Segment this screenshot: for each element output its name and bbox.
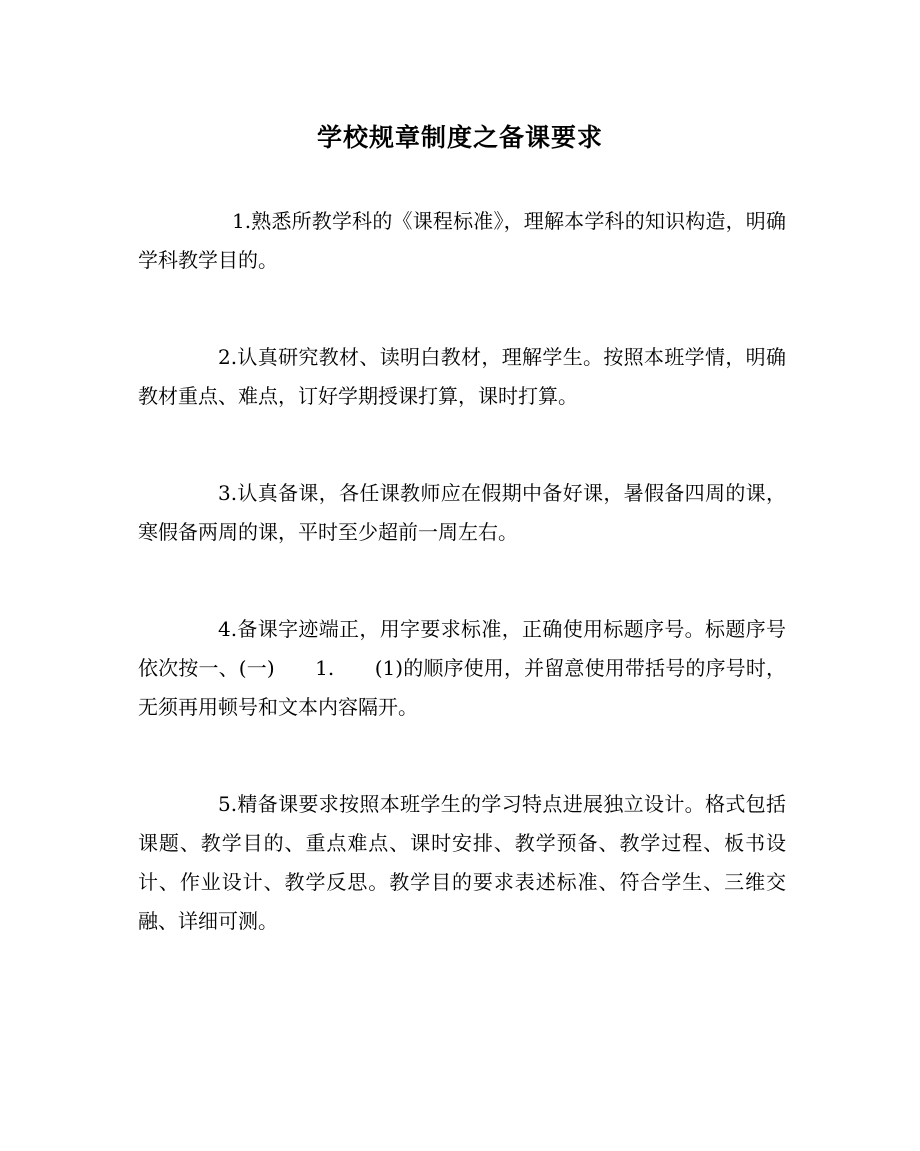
document-title: 学校规章制度之备课要求 — [316, 123, 603, 152]
paragraph-4: 4.备课字迹端正，用字要求标准，正确使用标题序号。标题序号依次按一、(一) 1. (1)的顺序使用，并留意使用带括号的序号时，无须再用顿号和文本内容隔开。 — [138, 617, 786, 719]
paragraph-1: 1.熟悉所教学科的《课程标准》，理解本学科的知识构造，明确学科教学目的。 — [138, 209, 786, 272]
document-body — [138, 202, 786, 999]
paragraph-3: 3.认真备课，各任课教师应在假期中备好课，暑假备四周的课，寒假备两周的课，平时至少超前一周左右。 — [138, 481, 786, 544]
paragraph-5: 5.精备课要求按照本班学生的学习特点进展独立设计。格式包括课题、教学目的、重点难点、课时安排、教学预备、教学过程、板书设计、作业设计、教学反思。教学目的要求表述标准、符合学生、三维交融、详细可测。 — [138, 792, 786, 933]
paragraph-2: 2.认真研究教材、读明白教材，理解学生。按照本班学情，明确教材重点、难点，订好学期授课打算，课时打算。 — [138, 345, 786, 408]
